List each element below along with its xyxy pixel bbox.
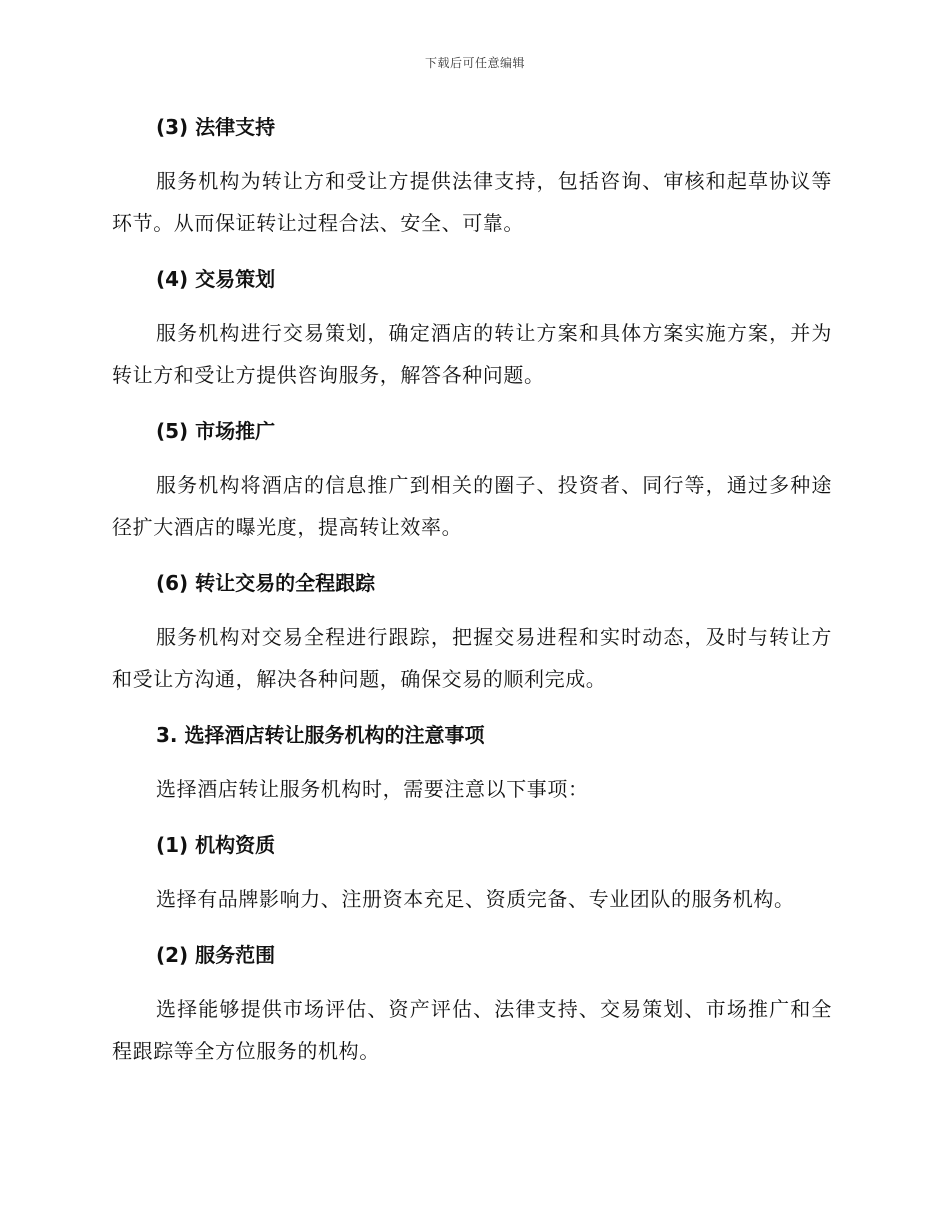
header-note: 下载后可任意编辑 — [424, 56, 525, 70]
document-body — [112, 110, 832, 1072]
section-paragraph-selection-notes: 选择酒店转让服务机构时，需要注意以下事项： — [156, 777, 589, 801]
section-heading-transaction-planning: (4) 交易策划 — [156, 267, 276, 291]
section-heading-full-tracking: (6) 转让交易的全程跟踪 — [156, 571, 376, 595]
section-paragraph-full-tracking: 服务机构对交易全程进行跟踪，把握交易进程和实时动态，及时与转让方和受让方沟通，解决各种问题，确保交易的顺利完成。 — [112, 625, 832, 691]
section-heading-legal-support: (3) 法律支持 — [156, 115, 276, 139]
section-heading-selection-notes: 3. 选择酒店转让服务机构的注意事项 — [156, 723, 485, 747]
section-paragraph-service-scope: 选择能够提供市场评估、资产评估、法律支持、交易策划、市场推广和全程跟踪等全方位服务的机构。 — [112, 997, 832, 1063]
section-paragraph-qualification: 选择有品牌影响力、注册资本充足、资质完备、专业团队的服务机构。 — [156, 887, 795, 911]
section-heading-service-scope: (2) 服务范围 — [156, 943, 276, 967]
section-paragraph-transaction-planning: 服务机构进行交易策划，确定酒店的转让方案和具体方案实施方案，并为转让方和受让方提供咨询服务，解答各种问题。 — [112, 321, 832, 387]
section-heading-qualification: (1) 机构资质 — [156, 833, 276, 857]
section-paragraph-market-promotion: 服务机构将酒店的信息推广到相关的圈子、投资者、同行等，通过多种途径扩大酒店的曝光度，提高转让效率。 — [112, 473, 832, 539]
section-paragraph-legal-support: 服务机构为转让方和受让方提供法律支持，包括咨询、审核和起草协议等环节。从而保证转让过程合法、安全、可靠。 — [112, 169, 832, 235]
section-heading-market-promotion: (5) 市场推广 — [156, 419, 276, 443]
